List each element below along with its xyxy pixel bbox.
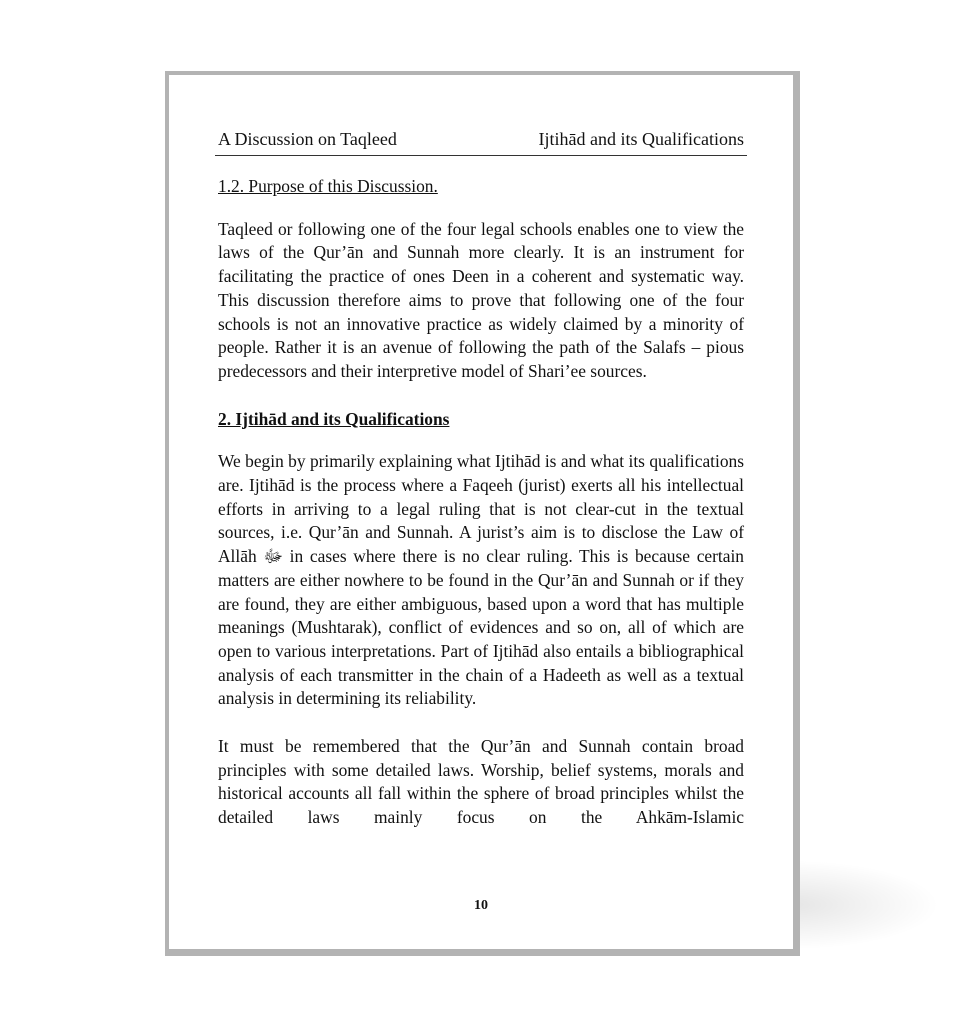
subsection-heading: 1.2. Purpose of this Discussion. <box>218 176 438 196</box>
purpose-paragraph: Taqleed or following one of the four legal schools enables one to view the laws of the Qur’ān and Sunnah more clearly. It is an instrument for facilitating the practice of ones Deen in a coherent and systematic way. This discussion therefore aims to prove that following one of the four schools is not an innovative practice as widely claimed by a minority of people. Rather it is an avenue of following the path of the Salafs – pious predecessors and their interpretive model of Shari’ee sources. <box>218 218 744 381</box>
page-content <box>218 175 744 830</box>
book-page <box>165 71 800 956</box>
page-number: 10 <box>474 898 488 913</box>
section-heading: 2. Ijtihād and its Qualifications <box>218 408 450 429</box>
principles-paragraph: It must be remembered that the Qur’ān and Sunnah contain broad principles with some detailed laws. Worship, belief systems, morals and historical accounts all fall within the sphere of broad principles whilst the detailed laws mainly focus on the Ahkām-Islamic <box>218 736 744 828</box>
ijtihad-paragraph: We begin by primarily explaining what Ijtihād is and what its qualifications are. Ijtihād is the process where a Faqeeh (jurist) exerts all his intellectual efforts in arriving to a legal ruling that is not clear-cut in the textual sources, i.e. Qur’ān and Sunnah. A jurist’s aim is to disclose the Law of Allāh ﷻ in cases where there is no clear ruling. This is because certain matters are either nowhere to be found in the Qur’ān and Sunnah or if they are found, they are either ambiguous, based upon a word that has multiple meanings (Mushtarak), conflict of evidences and so on, all of which are open to various interpretations. Part of Ijtihād also entails a bibliographical analysis of each transmitter in the chain of a Hadeeth as well as a textual analysis in determining its reliability. <box>218 451 744 709</box>
running-header <box>215 129 747 156</box>
header-book-title: A Discussion on Taqleed <box>218 129 397 149</box>
header-chapter-title: Ijtihād and its Qualifications <box>538 129 744 149</box>
